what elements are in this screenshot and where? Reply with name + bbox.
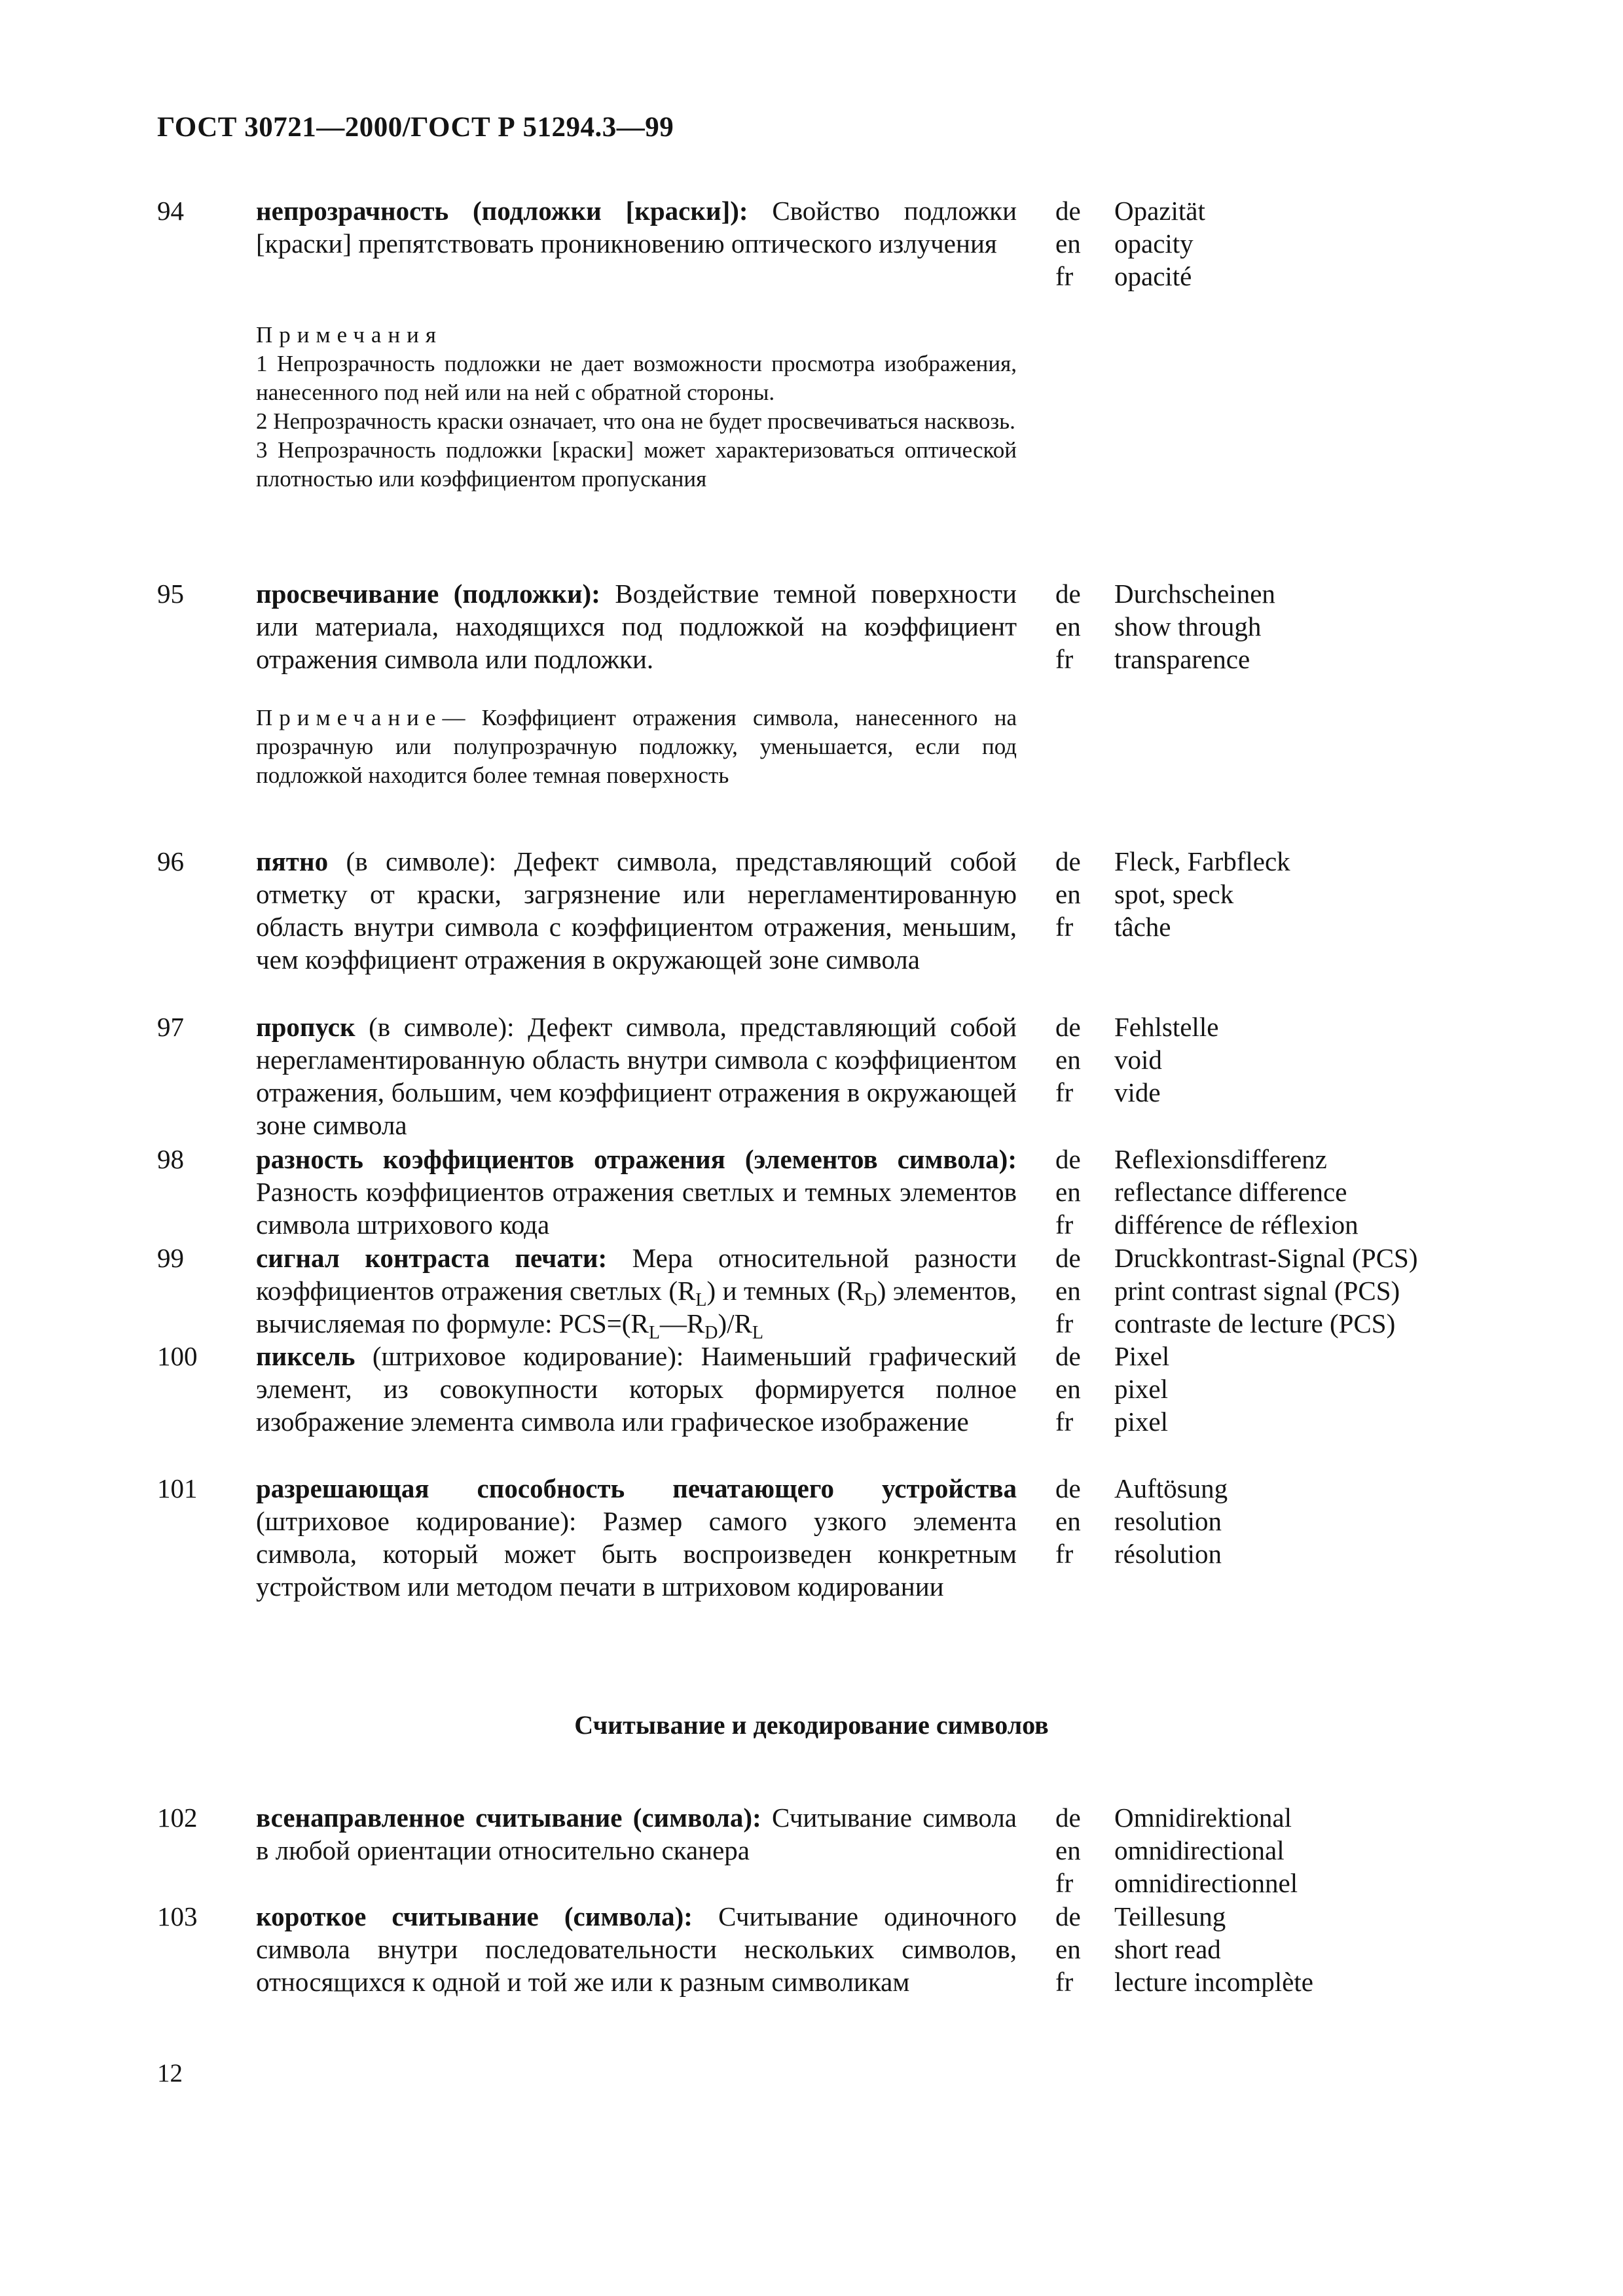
lang-fr: fr [1055, 261, 1074, 291]
entry-term: разность коэффициентов отражения (элементов символа): [256, 1144, 1017, 1174]
lang-codes [1055, 845, 1081, 943]
equivalent-fr: différence de réflexion [1114, 1210, 1359, 1240]
lang-de: de [1055, 846, 1081, 876]
lang-de: de [1055, 1473, 1081, 1503]
entry-definition [256, 1801, 1017, 1867]
lang-codes [1055, 1900, 1081, 1998]
standard-header: ГОСТ 30721—2000/ГОСТ Р 51294.3—99 [157, 112, 674, 143]
entry-definition [256, 194, 1017, 260]
equivalent-de: Druckkontrast-Signal (PCS) [1114, 1243, 1418, 1273]
note-heading: Примечания [256, 322, 443, 348]
entry-text: Считывание одиночного символа внутри последовательности нескольких символов, относящихся к одной и той же или к разным символикам [256, 1901, 1017, 1997]
entry-definition [256, 845, 1017, 976]
entry-text: (в символе): Дефект символа, представляющий собой нерегламентированную область внутри символа с коэффициентом отражения, большим, чем коэффициент отражения в окружающей зоне символа [256, 1012, 1017, 1140]
equivalent-en: opacity [1114, 228, 1194, 259]
lang-de: de [1055, 196, 1081, 226]
lang-codes [1055, 1801, 1081, 1899]
entry-term: просвечивание (подложки): [256, 579, 600, 609]
entry-text: )/R [718, 1308, 752, 1338]
entry-text: (штриховое кодирование): Наименьший графический элемент, из совокупности которых формируется полное изображение элемента символа или графическое изображение [256, 1341, 1017, 1437]
lang-fr: fr [1055, 1868, 1074, 1898]
entry-number: 97 [157, 1012, 184, 1042]
lang-fr: fr [1055, 1967, 1074, 1997]
entry-text: (в символе): Дефект символа, представляющий собой отметку от краски, загрязнение или нерегламентированную область внутри символа с коэффициентом отражения, меньшим, чем коэффициент отражения в окружающей зоне символа [256, 846, 1017, 975]
lang-fr: fr [1055, 1407, 1074, 1437]
lang-de: de [1055, 1803, 1081, 1833]
equivalent-de: Fleck, Farbfleck [1114, 846, 1290, 876]
equivalent-fr: transparence [1114, 644, 1250, 674]
entry-number: 98 [157, 1144, 184, 1174]
entry-definition [256, 1143, 1017, 1241]
entry-number: 99 [157, 1243, 184, 1273]
lang-fr: fr [1055, 1077, 1074, 1107]
entry-number: 101 [157, 1473, 198, 1503]
lang-en: en [1055, 879, 1081, 909]
subscript-l: L [752, 1323, 764, 1344]
section-title: Считывание и декодирование символов [574, 1710, 1049, 1740]
entry-definition [256, 1900, 1017, 1998]
page-number: 12 [157, 2059, 183, 2087]
lang-codes [1055, 1340, 1081, 1438]
entry-term: короткое считывание (символа): [256, 1901, 693, 1931]
lang-de: de [1055, 579, 1081, 609]
equivalent-de: Opazität [1114, 196, 1205, 226]
equivalent-de: Omnidirektional [1114, 1803, 1292, 1833]
foreign-equivalents [1114, 577, 1275, 675]
equivalent-fr: pixel [1114, 1407, 1168, 1437]
equivalent-fr: opacité [1114, 261, 1192, 291]
foreign-equivalents [1114, 1340, 1169, 1438]
lang-en: en [1055, 611, 1081, 641]
lang-de: de [1055, 1341, 1081, 1371]
entry-text: Свойство подложки [краски] препятствовать проникновению оптического излучения [256, 196, 1017, 259]
lang-en: en [1055, 228, 1081, 259]
entry-number: 103 [157, 1901, 198, 1931]
equivalent-en: short read [1114, 1934, 1221, 1964]
equivalent-en: void [1114, 1045, 1162, 1075]
lang-codes [1055, 577, 1081, 675]
equivalent-fr: lecture incomplète [1114, 1967, 1313, 1997]
foreign-equivalents [1114, 1801, 1298, 1899]
lang-codes [1055, 194, 1081, 293]
equivalent-en: show through [1114, 611, 1262, 641]
lang-codes [1055, 1242, 1081, 1340]
entry-definition [256, 1011, 1017, 1141]
note-94 [256, 321, 1017, 493]
entry-term: пиксель [256, 1341, 356, 1371]
lang-codes [1055, 1011, 1081, 1109]
note-text: — Коэффициент отражения символа, нанесенного на прозрачную или полупрозрачную подложку, уменьшается, если под подложкой находится более темная поверхность [256, 705, 1017, 788]
equivalent-de: Fehlstelle [1114, 1012, 1219, 1042]
entry-text: Мера относительной разности коэффициентов отражения светлых (R [256, 1243, 1017, 1306]
entry-number: 94 [157, 196, 184, 226]
note-item: 3 Непрозрачность подложки [краски] может характеризоваться оптической плотностью или коэффициентом пропускания [256, 437, 1017, 492]
entry-definition [256, 577, 1017, 675]
lang-codes [1055, 1472, 1081, 1570]
lang-en: en [1055, 1506, 1081, 1536]
entry-term: пропуск [256, 1012, 356, 1042]
equivalent-fr: résolution [1114, 1539, 1222, 1569]
equivalent-fr: tâche [1114, 912, 1171, 942]
equivalent-en: omnidirectional [1114, 1835, 1285, 1865]
entry-definition [256, 1472, 1017, 1603]
lang-fr: fr [1055, 1539, 1074, 1569]
lang-en: en [1055, 1835, 1081, 1865]
lang-en: en [1055, 1177, 1081, 1207]
equivalent-de: Pixel [1114, 1341, 1170, 1371]
foreign-equivalents [1114, 194, 1205, 293]
lang-de: de [1055, 1901, 1081, 1931]
entry-text: Считывание символа в любой ориентации относительно сканера [256, 1803, 1017, 1865]
equivalent-en: resolution [1114, 1506, 1222, 1536]
lang-en: en [1055, 1276, 1081, 1306]
lang-fr: fr [1055, 1308, 1074, 1338]
lang-fr: fr [1055, 1210, 1074, 1240]
note-95 [256, 704, 1017, 790]
equivalent-fr: vide [1114, 1077, 1161, 1107]
entry-text: (штриховое кодирование): Размер самого узкого элемента символа, который может быть воспроизведен конкретным устройством или методом печати в штриховом кодировании [256, 1506, 1017, 1602]
subscript-l: L [695, 1290, 707, 1311]
equivalent-en: print contrast signal (PCS) [1114, 1276, 1400, 1306]
entry-text: ) элементов, вычисляемая по формуле: PCS=(R [256, 1276, 1017, 1338]
equivalent-de: Teillesung [1114, 1901, 1226, 1931]
lang-de: de [1055, 1012, 1081, 1042]
entry-definition [256, 1242, 1017, 1344]
foreign-equivalents [1114, 845, 1290, 943]
entry-term: всенаправленное считывание (символа): [256, 1803, 761, 1833]
entry-text: —R [659, 1308, 705, 1338]
entry-definition [256, 1340, 1017, 1438]
note-item: 2 Непрозрачность краски означает, что она не будет просвечиваться насквозь. [256, 408, 1015, 434]
entry-text: Воздействие темной поверхности или материала, находящихся под подложкой на коэффициент отражения символа или подложки. [256, 579, 1017, 674]
lang-en: en [1055, 1045, 1081, 1075]
equivalent-fr: contraste de lecture (PCS) [1114, 1308, 1396, 1338]
entry-number: 95 [157, 579, 184, 609]
equivalent-de: Reflexionsdifferenz [1114, 1144, 1327, 1174]
lang-de: de [1055, 1144, 1081, 1174]
equivalent-en: pixel [1114, 1374, 1168, 1404]
foreign-equivalents [1114, 1472, 1228, 1570]
subscript-d: D [864, 1290, 877, 1311]
equivalent-en: spot, speck [1114, 879, 1234, 909]
lang-en: en [1055, 1934, 1081, 1964]
lang-fr: fr [1055, 912, 1074, 942]
lang-de: de [1055, 1243, 1081, 1273]
entry-number: 100 [157, 1341, 198, 1371]
entry-number: 96 [157, 846, 184, 876]
entry-text: Разность коэффициентов отражения светлых и темных элементов символа штрихового кода [256, 1177, 1017, 1240]
foreign-equivalents [1114, 1011, 1218, 1109]
equivalent-de: Auftösung [1114, 1473, 1228, 1503]
note-item: 1 Непрозрачность подложки не дает возможности просмотра изображения, нанесенного под ней или на ней с обратной стороны. [256, 351, 1017, 405]
entry-text: ) и темных (R [706, 1276, 864, 1306]
subscript-d: D [704, 1323, 718, 1344]
entry-term: сигнал контраста печати: [256, 1243, 608, 1273]
note-heading: Примечание [256, 705, 443, 730]
equivalent-de: Durchscheinen [1114, 579, 1275, 609]
foreign-equivalents [1114, 1900, 1313, 1998]
lang-codes [1055, 1143, 1081, 1241]
lang-fr: fr [1055, 644, 1074, 674]
entry-term: пятно [256, 846, 329, 876]
equivalent-fr: omnidirectionnel [1114, 1868, 1298, 1898]
entry-term: непрозрачность (подложки [краски]): [256, 196, 748, 226]
lang-en: en [1055, 1374, 1081, 1404]
entry-number: 102 [157, 1803, 198, 1833]
subscript-l: L [648, 1323, 660, 1344]
equivalent-en: reflectance difference [1114, 1177, 1347, 1207]
foreign-equivalents [1114, 1242, 1418, 1340]
entry-term: разрешающая способность печатающего устройства [256, 1473, 1017, 1503]
foreign-equivalents [1114, 1143, 1359, 1241]
